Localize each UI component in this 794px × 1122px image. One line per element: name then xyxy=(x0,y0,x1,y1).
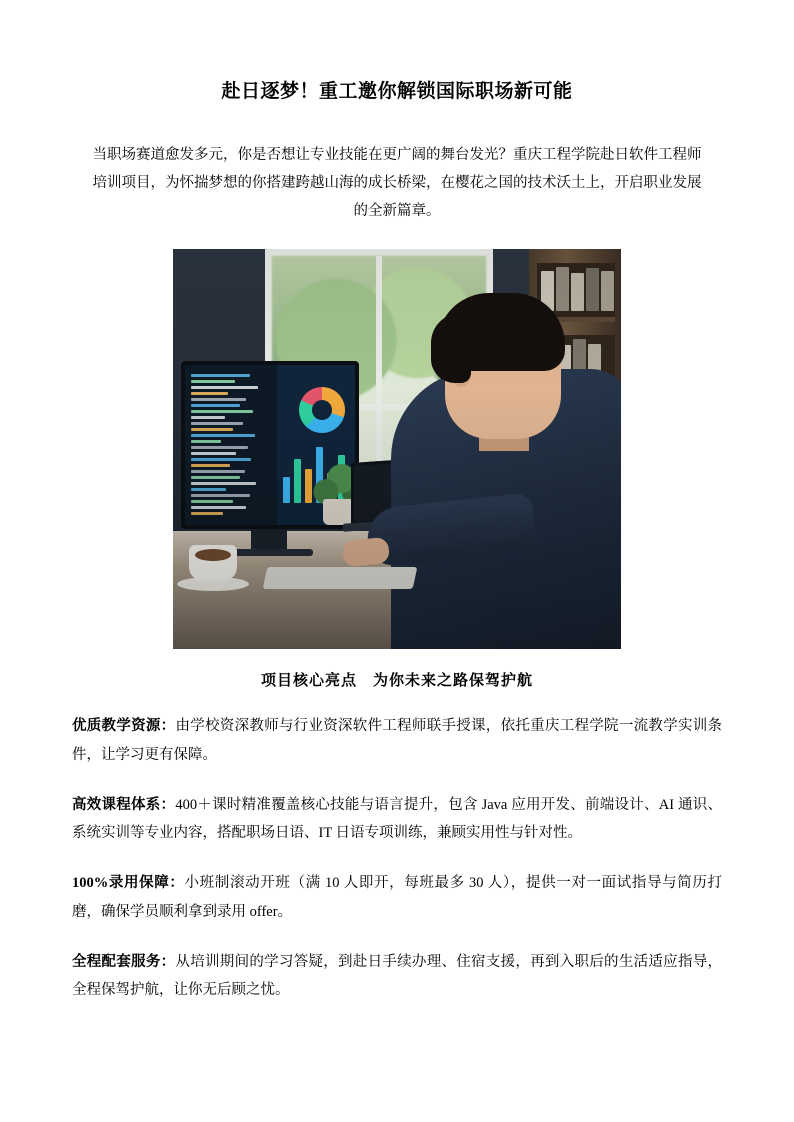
illustration-scene xyxy=(173,249,621,649)
bullet-text: 400＋课时精准覆盖核心技能与语言提升，包含 Java 应用开发、前端设计、AI 通识、系统实训等专业内容，搭配职场日语、IT 日语专项训练，兼顾实用性与针对性。 xyxy=(72,796,723,842)
list-item xyxy=(72,869,722,926)
list-item xyxy=(72,712,722,769)
bullet-lead: 高效课程体系： xyxy=(72,796,176,813)
bullet-lead: 优质教学资源： xyxy=(72,718,176,735)
programmer-at-desk-photo xyxy=(173,249,621,649)
bullet-text: 小班制滚动开班（满 10 人即开，每班最多 30 人），提供一对一面试指导与简历打磨，确保学员顺利拿到录用 offer。 xyxy=(72,875,723,920)
section-heading: 项目核心亮点 为你未来之路保驾护航 xyxy=(260,673,533,690)
bullet-lead: 全程配套服务： xyxy=(72,953,176,970)
photo-vignette xyxy=(173,249,621,649)
bullet-lead: 100%录用保障： xyxy=(72,875,185,892)
intro-paragraph: 当职场赛道愈发多元，你是否想让专业技能在更广阔的舞台发光？重庆工程学院赴日软件工程师培训项目，为怀揣梦想的你搭建跨越山海的成长桥梁，在樱花之国的技术沃土上，开启职业发展的全新篇章。 xyxy=(92,146,702,220)
list-item xyxy=(72,791,722,848)
page-title: 赴日逐梦！重工邀你解锁国际职场新可能 xyxy=(221,81,573,102)
bullet-text: 从培训期间的学习答疑，到赴日手续办理、住宿支援，再到入职后的生活适应指导，全程保驾护航，让你无后顾之忧。 xyxy=(72,953,722,999)
list-item xyxy=(72,948,722,1005)
bullet-text: 由学校资深教师与行业资深软件工程师联手授课，依托重庆工程学院一流教学实训条件，让学习更有保障。 xyxy=(72,718,722,763)
